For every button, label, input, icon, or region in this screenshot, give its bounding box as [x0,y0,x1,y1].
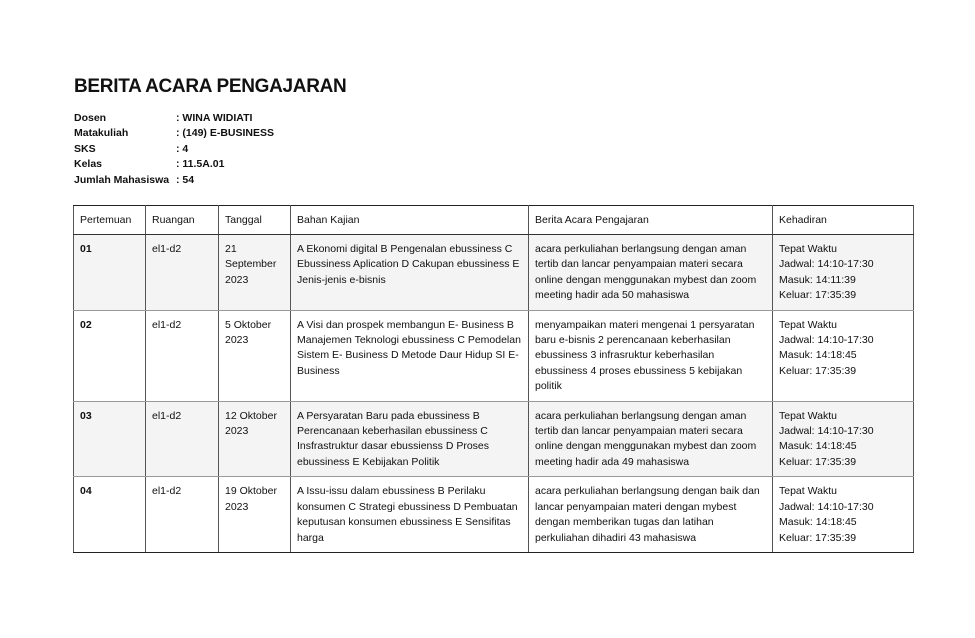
info-value: : (149) E-BUSINESS [176,127,275,140]
cell-tanggal: 21 September 2023 [219,235,291,311]
info-value: : WINA WIDIATI [176,112,253,124]
attendance-check-out: Keluar: 17:35:39 [779,364,857,377]
course-info [74,111,274,188]
info-row-jumlah-mahasiswa [74,173,274,188]
info-label: Dosen [74,112,107,124]
info-label: SKS [74,142,96,155]
info-value: : 4 [176,142,189,155]
cell-pertemuan: 01 [74,235,146,311]
header-berita-acara: Berita Acara Pengajaran [529,206,773,235]
info-row-kelas [74,157,274,172]
header-pertemuan: Pertemuan [74,206,146,235]
attendance-status: Tepat Waktu [779,318,837,331]
cell-ruangan: el1-d2 [146,477,219,553]
cell-tanggal: 5 Oktober 2023 [219,310,291,401]
cell-kehadiran [773,477,914,553]
info-label: Matakuliah [74,127,129,140]
info-row-matakuliah [74,126,274,141]
cell-ruangan: el1-d2 [146,401,219,477]
cell-berita-acara: acara perkuliahan berlangsung dengan aman tertib dan lancar penyampaian materi secara online dengan menggunakan mybest dan zoom meeting hadir ada 50 mahasiswa [529,235,773,311]
attendance-table [73,205,914,553]
info-label: Jumlah Mahasiswa [74,173,170,186]
attendance-status: Tepat Waktu [779,243,837,255]
attendance-check-in: Masuk: 14:18:45 [779,516,857,529]
cell-pertemuan: 04 [74,477,146,553]
info-value: : 11.5A.01 [176,158,225,171]
cell-ruangan: el1-d2 [146,235,219,311]
attendance-schedule: Jadwal: 14:10-17:30 [779,334,874,347]
cell-pertemuan: 03 [74,401,146,477]
cell-berita-acara: menyampaikan materi mengenai 1 persyaratan baru e-bisnis 2 perencanaan keberhasilan ebussiness 3 infrasruktur keberhasilan ebussiness 4 proses ebussiness 5 kebijakan politik [529,310,773,401]
info-row-dosen [74,111,274,126]
attendance-check-out: Keluar: 17:35:39 [779,455,857,468]
cell-bahan-kajian: A Visi dan prospek membangun E- Business B Manajemen Teknologi ebussiness C Pemodelan Sistem E- Business D Metode Daur Hidup SI E- Business [291,310,529,401]
header-tanggal: Tanggal [219,206,291,235]
cell-ruangan: el1-d2 [146,310,219,401]
table-row [74,235,914,311]
header-kehadiran: Kehadiran [773,206,914,235]
table-row [74,477,914,553]
attendance-status: Tepat Waktu [779,409,837,422]
attendance-check-in: Masuk: 14:11:39 [779,273,856,286]
cell-pertemuan: 02 [74,310,146,401]
header-ruangan: Ruangan [146,206,219,235]
cell-tanggal: 12 Oktober 2023 [219,401,291,477]
table-row [74,310,914,401]
attendance-check-out: Keluar: 17:35:39 [779,289,857,302]
attendance-schedule: Jadwal: 14:10-17:30 [779,425,874,438]
info-value: : 54 [176,173,195,186]
cell-kehadiran [773,401,914,477]
header-bahan-kajian: Bahan Kajian [291,206,529,235]
cell-kehadiran [773,310,914,401]
attendance-schedule: Jadwal: 14:10-17:30 [779,500,874,513]
cell-bahan-kajian: A Ekonomi digital B Pengenalan ebussiness C Ebussiness Aplication D Cakupan ebussiness E Jenis-jenis e-bisnis [291,235,529,311]
attendance-status: Tepat Waktu [779,485,837,498]
cell-berita-acara: acara perkuliahan berlangsung dengan baik dan lancar penyampaian materi dengan mybest dengan memberikan tugas dan latihan perkuliahan dihadiri 43 mahasiswa [529,477,773,553]
table-header-row [74,206,914,235]
cell-berita-acara: acara perkuliahan berlangsung dengan aman tertib dan lancar penyampaian materi secara online dengan menggunakan mybest dan zoom meeting hadir ada 49 mahasiswa [529,401,773,477]
attendance-schedule: Jadwal: 14:10-17:30 [779,258,874,271]
attendance-check-in: Masuk: 14:18:45 [779,440,857,453]
cell-kehadiran [773,235,914,311]
info-row-sks [74,142,274,157]
cell-tanggal: 19 Oktober 2023 [219,477,291,553]
attendance-check-in: Masuk: 14:18:45 [779,349,857,362]
cell-bahan-kajian: A Issu-issu dalam ebussiness B Perilaku konsumen C Strategi ebussiness D Pembuatan keputusan konsumen ebussiness E Sensifitas harga [291,477,529,553]
attendance-check-out: Keluar: 17:35:39 [779,531,857,544]
cell-bahan-kajian: A Persyaratan Baru pada ebussiness B Perencanaan keberhasilan ebussiness C Insfrastruktur dasar ebussienss D Proses ebussiness E Kebijakan Politik [291,401,529,477]
table-row [74,401,914,477]
info-label: Kelas [74,158,103,171]
page-title: BERITA ACARA PENGAJARAN [74,76,347,97]
